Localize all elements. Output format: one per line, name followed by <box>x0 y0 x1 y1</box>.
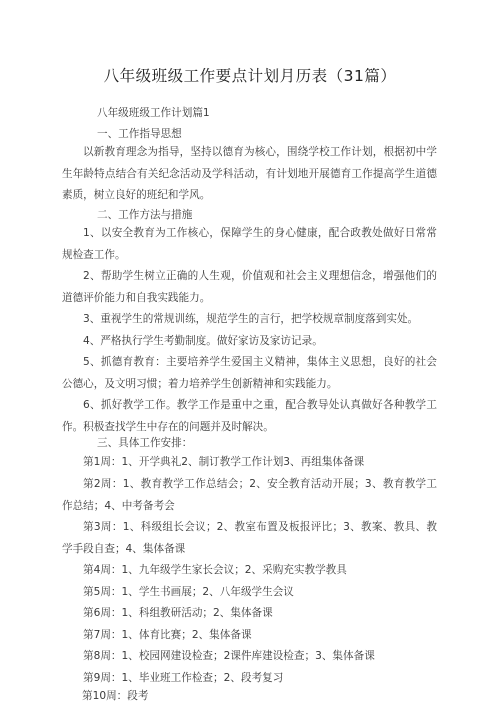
section-heading-guiding-thought: 一、工作指导思想 <box>97 128 182 140</box>
week-7-item: 第7周：1、体育比赛；2、集体备课 <box>83 629 252 641</box>
article-subtitle: 八年级班级工作计划篇1 <box>97 107 210 119</box>
week-6-item: 第6周：1、科组教研活动；2、集体备课 <box>83 607 273 619</box>
method-item-3: 3、重视学生的常规训练，规范学生的言行，把学校规章制度落到实处。 <box>83 313 419 325</box>
section-heading-schedule: 三、具体工作安排： <box>97 437 193 449</box>
week-8-item: 第8周：1、校园网建设检查；2课件库建设检查；3、集体备课 <box>83 650 375 662</box>
week-4-item: 第4周：1、九年级学生家长会议；2、采购充实教学教具 <box>83 564 347 576</box>
week-10-item: 第10周：段考 <box>82 690 149 702</box>
document-title: 八年级班级工作要点计划月历表（31篇） <box>103 67 397 85</box>
paragraph-guiding-thought: 以新教育理念为指导，坚持以德育为核心，围绕学校工作计划，根据初中学生年龄特点结合有关纪念活动及学科活动，有计划地开展德育工作提高学生道德素质，树立良好的班纪和学风。 <box>62 146 437 201</box>
week-5-item: 第5周：1、学生书画展；2、八年级学生会议 <box>83 586 294 598</box>
method-item-2: 2、帮助学生树立正确的人生观，价值观和社会主义理想信念，增强他们的道德评价能力和自我实践能力。 <box>62 270 437 304</box>
week-9-item: 第9周：1、毕业班工作检查；2、段考复习 <box>83 672 284 684</box>
method-item-5: 5、抓德育教育：主要培养学生爱国主义精神，集体主义思想，良好的社会公德心，及文明习惯；着力培养学生创新精神和实践能力。 <box>62 356 437 390</box>
week-2-item: 第2周：1、教育教学工作总结会；2、安全教育活动开展；3、教育教学工作总结；4、中考备考会 <box>62 478 437 512</box>
method-item-4: 4、严格执行学生考勤制度。做好家访及家访记录。 <box>83 335 323 347</box>
method-item-1: 1、以安全教育为工作核心，保障学生的身心健康，配合政教处做好日常常规检查工作。 <box>62 227 437 261</box>
week-3-item: 第3周：1、科级组长会议；2、教室布置及板报评比；3、教案、教具、教学手段自查；4、集体备课 <box>62 521 437 555</box>
section-heading-methods: 二、工作方法与措施 <box>97 209 193 221</box>
method-item-6: 6、抓好教学工作。教学工作是重中之重，配合教导处认真做好各种教学工作。积极查找学生中存在的问题并及时解决。 <box>62 399 437 433</box>
week-1-item: 第1周：1、开学典礼2、制订教学工作计划3、再组集体备课 <box>83 456 365 468</box>
